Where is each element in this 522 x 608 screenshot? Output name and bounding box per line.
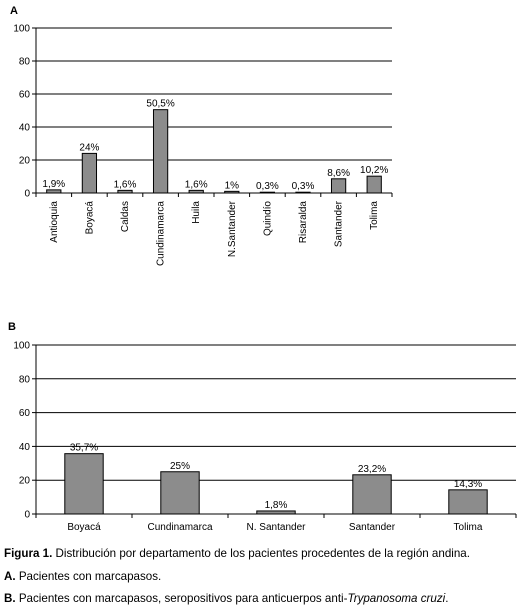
chart-a-y-tick-label: 40	[18, 122, 30, 134]
chart-a	[0, 0, 522, 290]
chart-a-data-label: 1,6%	[184, 179, 208, 191]
chart-a-category-label: Boyacá	[84, 201, 96, 235]
caption-b-italic: Trypanosoma cruzi	[347, 592, 446, 605]
chart-b-y-tick-label: 0	[24, 509, 30, 521]
chart-a-bar	[225, 191, 239, 193]
chart-a-category-label: Antioquia	[48, 201, 60, 243]
chart-b-category-label: Tolima	[453, 522, 483, 533]
caption-b-end: .	[445, 592, 449, 605]
chart-b-data-label: 35,7%	[69, 442, 99, 454]
chart-b-category-label: N. Santander	[246, 522, 306, 533]
chart-a-data-label: 8,6%	[327, 167, 350, 179]
chart-b-bar	[161, 472, 199, 514]
chart-b-y-tick-label: 40	[18, 441, 30, 453]
caption-a	[4, 570, 520, 584]
caption-a-text: Pacientes con marcapasos.	[15, 570, 162, 583]
chart-a-y-tick-label: 80	[18, 56, 30, 68]
chart-a-data-label: 0,3%	[291, 181, 315, 193]
chart-a-bar	[367, 176, 381, 193]
chart-a-data-label: 0,3%	[256, 181, 279, 193]
chart-a-data-label: 50,5%	[146, 98, 175, 110]
chart-b-bar	[353, 475, 391, 514]
chart-a-bar	[260, 192, 274, 193]
chart-b	[0, 318, 522, 538]
chart-a-category-label: Cundinamarca	[155, 201, 167, 267]
chart-a-bar	[82, 153, 96, 193]
chart-a-category-label: Tolima	[369, 201, 381, 230]
chart-a-y-tick-label: 20	[18, 155, 30, 167]
caption-b-text: Pacientes con marcapasos, seropositivos para anticuerpos anti-	[15, 592, 348, 605]
caption-b-label: B.	[4, 592, 16, 605]
chart-b-data-label: 23,2%	[357, 463, 387, 475]
chart-b-data-label: 1,8%	[264, 499, 288, 511]
chart-b-panel-label: B	[8, 321, 16, 333]
chart-b-bar	[449, 490, 487, 514]
chart-a-category-label: Quindío	[262, 201, 274, 237]
chart-a-category-label: Santander	[333, 201, 345, 248]
chart-a-panel-label: A	[10, 5, 18, 17]
chart-b-y-tick-label: 60	[18, 408, 30, 420]
chart-b-y-tick-label: 100	[13, 340, 30, 352]
chart-a-category-label: Huila	[191, 201, 203, 224]
chart-a-data-label: 24%	[79, 142, 100, 154]
chart-a-category-label: Caldas	[120, 201, 131, 233]
chart-a-category-label: N.Santander	[226, 200, 238, 258]
chart-a-category-label: Risaralda	[298, 201, 309, 244]
chart-a-bar	[153, 110, 167, 193]
chart-b-category-label: Santander	[348, 522, 396, 533]
chart-b-category-label: Boyacá	[67, 522, 101, 533]
chart-b-category-label: Cundinamarca	[147, 522, 213, 533]
chart-b-data-label: 25%	[169, 460, 191, 472]
figure-label: Figura 1.	[4, 547, 53, 560]
chart-a-bar	[296, 192, 310, 193]
chart-a-bar	[331, 179, 345, 193]
chart-a-bar	[47, 190, 61, 193]
caption-a-label: A.	[4, 570, 16, 583]
chart-a-y-tick-label: 0	[24, 188, 30, 200]
chart-b-bar	[65, 454, 103, 514]
chart-a-data-label: 1,9%	[42, 178, 66, 190]
chart-a-data-label: 10,2%	[360, 165, 389, 177]
chart-a-data-label: 1,6%	[113, 179, 137, 191]
chart-a-bar	[118, 190, 132, 193]
chart-a-bar	[189, 190, 203, 193]
figure-text: Distribución por departamento de los pacientes procedentes de la región andina.	[52, 547, 470, 560]
chart-a-y-tick-label: 100	[13, 23, 30, 35]
chart-b-bar	[257, 511, 295, 514]
figure-caption	[4, 547, 520, 561]
chart-a-y-tick-label: 60	[18, 89, 30, 101]
chart-a-data-label: 1%	[224, 180, 240, 192]
chart-b-data-label: 14,3%	[453, 478, 483, 490]
chart-b-y-tick-label: 80	[18, 374, 30, 386]
chart-b-y-tick-label: 20	[18, 475, 30, 487]
caption-b	[4, 592, 520, 606]
